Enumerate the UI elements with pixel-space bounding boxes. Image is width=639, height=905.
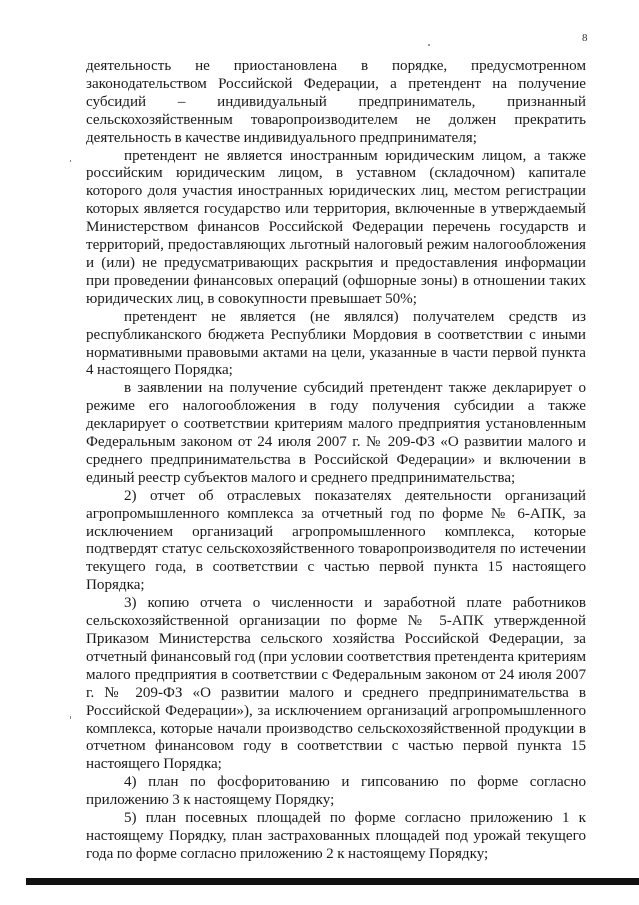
margin-mark [70,160,71,162]
margin-mark [70,716,71,719]
scan-bottom-edge [26,878,639,885]
scan-speck [428,44,430,46]
paragraph-item-2-report-6apk: 2) отчет об отраслевых показателях деятельности организаций агропромышленного комплекса за отчетный год по форме № 6-АПК, за исключением организаций агропромышленного комплекса, которые подтвердят статус сельскохозяйственного товаропроизводителя по истечении текущего года, в соответствии с частью первой пункта 15 настоящего Порядка; [86,487,586,594]
paragraph-item-4-phosphorite-plan: 4) план по фосфоритованию и гипсованию по форме согласно приложению 3 к настоящему Порядку; [86,774,586,809]
page-number: 8 [582,32,588,44]
paragraph-item-5-sowing-plan: 5) план посевных площадей по форме согласно приложению 1 к настоящему Порядку, план застрахованных площадей под урожай текущего года по форме согласно приложению 2 к настоящему Порядку; [86,810,586,862]
paragraph-item-3-report-5apk: 3) копию отчета о численности и заработной плате работников сельскохозяйственной организации по форме № 5-АПК утвержденной Приказом Министерства сельского хозяйства Российской Федерации, за отчетный финансовый год (при условии соответствия претендента критериям малого предприятия в соответствии с Федеральным законом от 24 июля 2007 г. № 209-ФЗ «О развитии малого и среднего предпринимательства в Российской Федерации»), за исключением организаций агропромышленного комплекса, которые начали производство сельскохозяйственной продукции в отчетном финансовом году в соответствии с частью первой пункта 15 настоящего Порядка; [86,595,586,773]
paragraph-activity-not-suspended: деятельность не приостановлена в порядке, предусмотренном законодательством Российской Федерации, а претендент на получение субсидий – индивидуальный предприниматель, признанный сельскохозяйственным товаропроизводителем не должен прекратить деятельность в качестве индивидуального предпринимателя; [86,58,586,146]
paragraph-tax-regime-declaration: в заявлении на получение субсидий претендент также декларирует о режиме его налогообложения в году получения субсидии а также декларирует о соответствии критериям малого предприятия установленным Федеральным законом от 24 июля 2007 г. № 209-ФЗ «О развитии малого и среднего предпринимательства в Российской Федерации» и включении в единый реестр субъектов малого и среднего предпринимательства; [86,380,586,486]
paragraph-not-budget-recipient: претендент не является (не являлся) получателем средств из республиканского бюджета Республики Мордовия в соответствии с иными нормативными правовыми актами на цели, указанные в части первой пункта 4 настоящего Порядка; [86,308,586,379]
document-body [86,58,586,864]
paragraph-not-foreign-entity: претендент не является иностранным юридическим лицом, а также российским юридическим лицом, в уставном (складочном) капитале которого доля участия иностранных юридических лиц, местом регистрации которых является государство или территория, включенные в утверждаемый Министерством финансов Российской Федерации перечень государств и территорий, предоставляющих льготный налоговый режим налогообложения и (или) не предусматривающих раскрытия и предоставления информации при проведении финансовых операций (офшорные зоны) в отношении таких юридических лиц, в совокупности превышает 50%; [86,147,586,307]
